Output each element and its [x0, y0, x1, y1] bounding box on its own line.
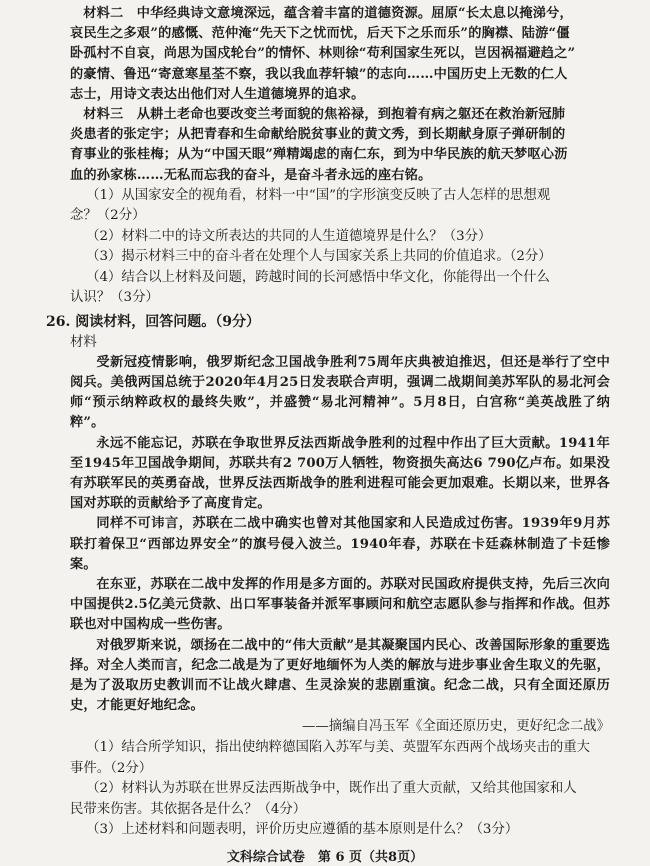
text-line: 哀民生之多艰”的感慨、范仲淹“先天下之忧而忧，后天下之乐而乐”的胸襟、陆游“僵 [70, 26, 570, 42]
question-item: （1）从国家安全的视角看，材料一中“国”的字形演变反映了古人怎样的思想观 [86, 187, 551, 203]
question-item: （3）揭示材料三中的奋斗者在处理个人与国家关系上共同的价值追求。（2分） [86, 249, 552, 265]
text-line: 炎患者的张定宇；从把青春和生命献给脱贫事业的黄文秀，到长期献身原子弹研制的 [70, 127, 566, 143]
text-line: 血的孙家栋……无私而忘我的奋斗，是奋斗者永远的座右铭。 [70, 167, 432, 183]
paragraph: 永远不能忘记，苏联在争取世界反法西斯战争胜利的过程中作出了巨大贡献。1941年至1945年卫国战争期间，苏联共有2 700万人牺牲，物资损失高达6 790亿卢布。如果没有苏联军民的英勇奋战，世界反法西斯战争的胜利进程可能会更加艰难。长期以来，世界各国对苏联的贡献给予了高度肯定。 [70, 435, 610, 512]
page-footer: 文科综合试卷 第 6 页（共8页） [226, 850, 424, 865]
text-line: 育事业的张桂梅；从为“中国天眼”殚精竭虑的南仁东，到为中华民族的航天梦呕心沥 [70, 147, 568, 163]
question-item: 念？（2分） [70, 208, 146, 224]
text-line: 材料三 从耕土老命也要改变兰考面貌的焦裕禄，到抱着有病之躯还在救治新冠肺 [83, 107, 566, 123]
text-line: 材料二 中华经典诗文意境深远，蕴含着丰富的道德资源。屈原“长太息以掩涕兮， [83, 6, 573, 21]
material-three [70, 105, 610, 186]
question-list-26 [70, 738, 610, 841]
source-citation: ——摘编自冯玉军《全面还原历史，更好纪念二战》 [302, 719, 610, 735]
question-26-title: 26. 阅读材料，回答问题。（9分） [46, 313, 260, 330]
text-line: 卧孤村不自哀，尚思为国戍轮台”的情怀、林则徐“苟利国家生死以，岂因祸福避趋之” [70, 46, 576, 62]
paragraph: 同样不可讳言，苏联在二战中确实也曾对其他国家和人民造成过伤害。1939年9月苏联打着保卫“西部边界安全”的旗号侵入波兰。1940年春，苏联在卡廷森林制造了卡廷惨案。 [70, 516, 610, 572]
question-list-a [70, 186, 610, 309]
material-label: 材料 [70, 334, 97, 350]
question-item: （2）材料二中的诗文所表达的共同的人生道德境界是什么？（3分） [86, 228, 492, 244]
question-item: 事件。（2分） [70, 760, 153, 776]
paragraph: 对俄罗斯来说，颂扬在二战中的“伟大贡献”是其凝聚国内民心、改善国际形象的重要选择。对全人类而言，纪念二战是为了更好地缅怀为人类的解放与进步事业舍生取义的先驱，是为了汲取历史教训而不让战火肆虐、生灵涂炭的悲剧重演。纪念二战，只有全面还原历史，才能更好地纪念。 [70, 637, 610, 714]
material-26 [70, 353, 610, 717]
question-item: （2）材料认为苏联在世界反法西斯战争中，既作出了重大贡献，又给其他国家和人 [86, 781, 577, 797]
paragraph: 在东亚，苏联在二战中发挥的作用是多方面的。苏联对民国政府提供支持，先后三次向中国提供2.5亿美元贷款、出口军事装备并派军事顾问和航空志愿队参与指挥和作战。但苏联也对中国构成一些伤害。 [70, 577, 610, 633]
question-item: （4）结合以上材料及问题，跨越时间的长河感悟中华文化，你能得出一个什么 [86, 269, 550, 285]
question-item: （1）结合所学知识，指出使纳粹德国陷入苏军与美、英盟军东西两个战场夹击的重大 [86, 740, 591, 756]
question-item: 认识？（3分） [70, 290, 159, 306]
question-item: （3）上述材料和问题表明，评价历史应遵循的基本原则是什么？（3分） [86, 822, 519, 838]
material-two [70, 4, 610, 105]
paragraph: 受新冠疫情影响，俄罗斯纪念卫国战争胜利75周年庆典被迫推迟，但还是举行了空中阅兵。美俄两国总统于2020年4月25日发表联合声明，强调二战期间美苏军队的易北河会师“预示纳粹政权的最终失败”，并盛赞“易北河精神”。5月8日，白宫称“美英战胜了纳粹”。 [70, 354, 610, 431]
text-line: 志士，用诗文表达出他们对人生道德境界的追求。 [70, 86, 365, 102]
text-line: 的豪情、鲁迅“寄意寒星荃不察，我以我血荐轩辕”的志向……中国历史上无数的仁人 [70, 66, 568, 82]
question-item: 民带来伤害。其依据各是什么？（4分） [70, 801, 307, 817]
